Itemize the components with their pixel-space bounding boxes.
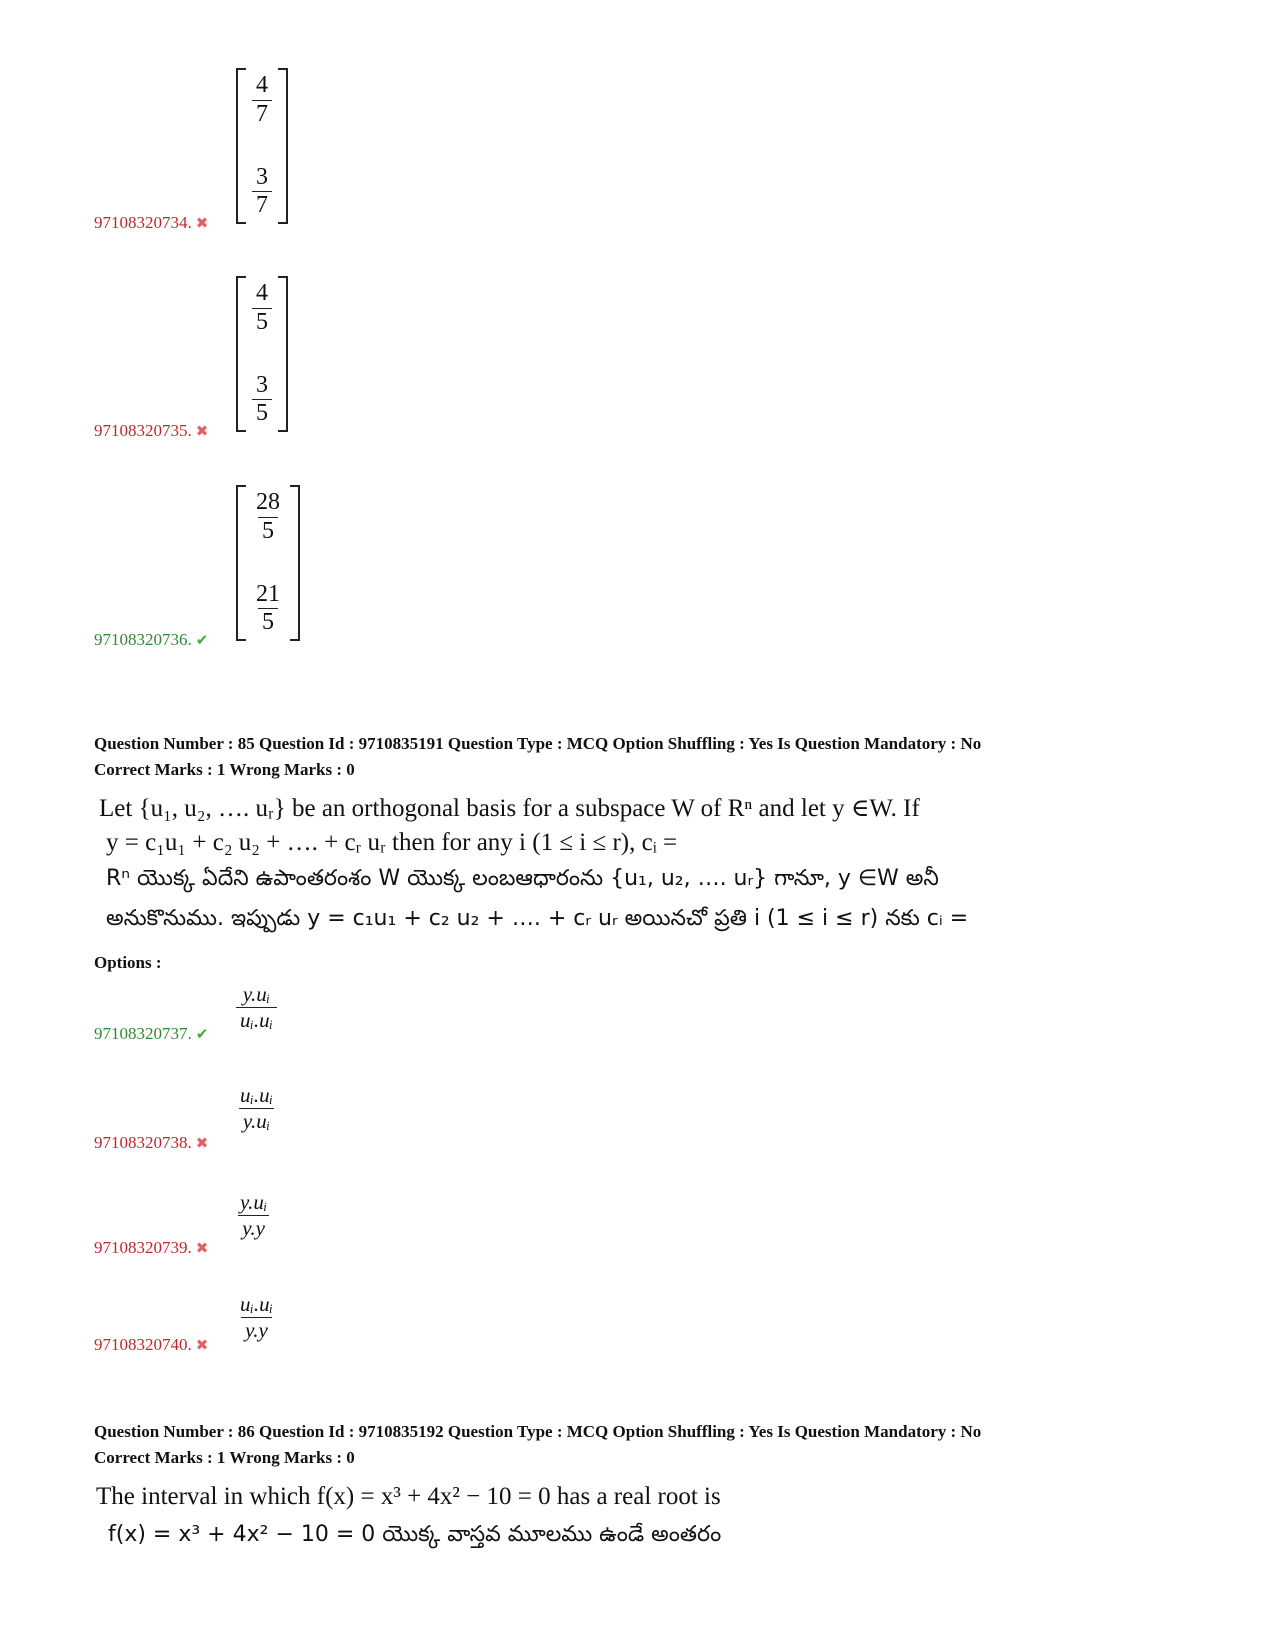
fraction-option-3: $\frac{\text{y.uᵢ}}{y.y}$ — [240, 1190, 268, 1241]
option-id: 97108320735. ✖ — [94, 421, 209, 440]
option-id: 97108320737. ✔ — [94, 1024, 209, 1043]
option-id: 97108320734. ✖ — [94, 213, 209, 232]
wrong-icon: ✖ — [195, 216, 209, 232]
question-text-te-2: అనుకొనుము. ఇప్పుడు y = c₁u₁ + c₂ u₂ + …. + cᵣ uᵣ అయినచో ప్రతి i (1 ≤ i ≤ r) నకు cᵢ = — [106, 906, 969, 931]
vector-option-3: $\frac{28}{5}$ $\frac{21}{5}$ — [236, 485, 300, 641]
options-label: Options : — [94, 953, 162, 972]
wrong-icon: ✖ — [195, 1338, 209, 1354]
option-id: 97108320739. ✖ — [94, 1238, 209, 1257]
fraction-option-4: $\frac{\text{uᵢ.uᵢ}}{y.y}$ — [240, 1292, 273, 1343]
option-id: 97108320740. ✖ — [94, 1335, 209, 1354]
wrong-icon: ✖ — [195, 424, 209, 440]
question-text-te-1: f(x) = x³ + 4x² − 10 = 0 యొక్క వాస్తవ మూలము ఉండే అంతరం — [108, 1522, 722, 1547]
question-header: Question Number : 85 Question Id : 9710835191 Question Type : MCQ Option Shuffling : Yes Is Question Mandatory : No Correct Marks : 1 Wrong Marks : 0 — [94, 734, 982, 779]
question-text-en-1: Let {u₁, u₂, …. uᵣ} be an orthogonal basis for a subspace W of Rⁿ and let y ∈W. If — [99, 795, 920, 822]
option-id: 97108320736. ✔ — [94, 630, 209, 649]
vector-option-1: $\frac{4}{7}$ $\frac{3}{7}$ — [236, 68, 288, 224]
check-icon: ✔ — [195, 1027, 209, 1043]
question-text-en-2: y = c₁u₁ + c₂ u₂ + …. + cᵣ uᵣ then for any i (1 ≤ i ≤ r), cᵢ = — [106, 829, 678, 856]
fraction-option-2: $\frac{\text{uᵢ.uᵢ}}{\text{y.uᵢ}}$ — [240, 1083, 273, 1134]
fraction-option-1: $\frac{\text{y.uᵢ}}{\text{uᵢ.uᵢ}}$ — [236, 982, 277, 1033]
wrong-icon: ✖ — [195, 1136, 209, 1152]
vector-option-2: $\frac{4}{5}$ $\frac{3}{5}$ — [236, 276, 288, 432]
question-header: Question Number : 86 Question Id : 9710835192 Question Type : MCQ Option Shuffling : Yes Is Question Mandatory : No Correct Marks : 1 Wrong Marks : 0 — [94, 1422, 982, 1467]
question-text-te-1: Rⁿ యొక్క ఏదేని ఉపాంతరంశం W యొక్క లంబఆధారంను {u₁, u₂, …. uᵣ} గానూ, y ∈W అనీ — [106, 866, 939, 891]
wrong-icon: ✖ — [195, 1241, 209, 1257]
check-icon: ✔ — [195, 633, 209, 649]
option-id: 97108320738. ✖ — [94, 1133, 209, 1152]
question-text-en-1: The interval in which f(x) = x³ + 4x² − 10 = 0 has a real root is — [96, 1483, 721, 1510]
